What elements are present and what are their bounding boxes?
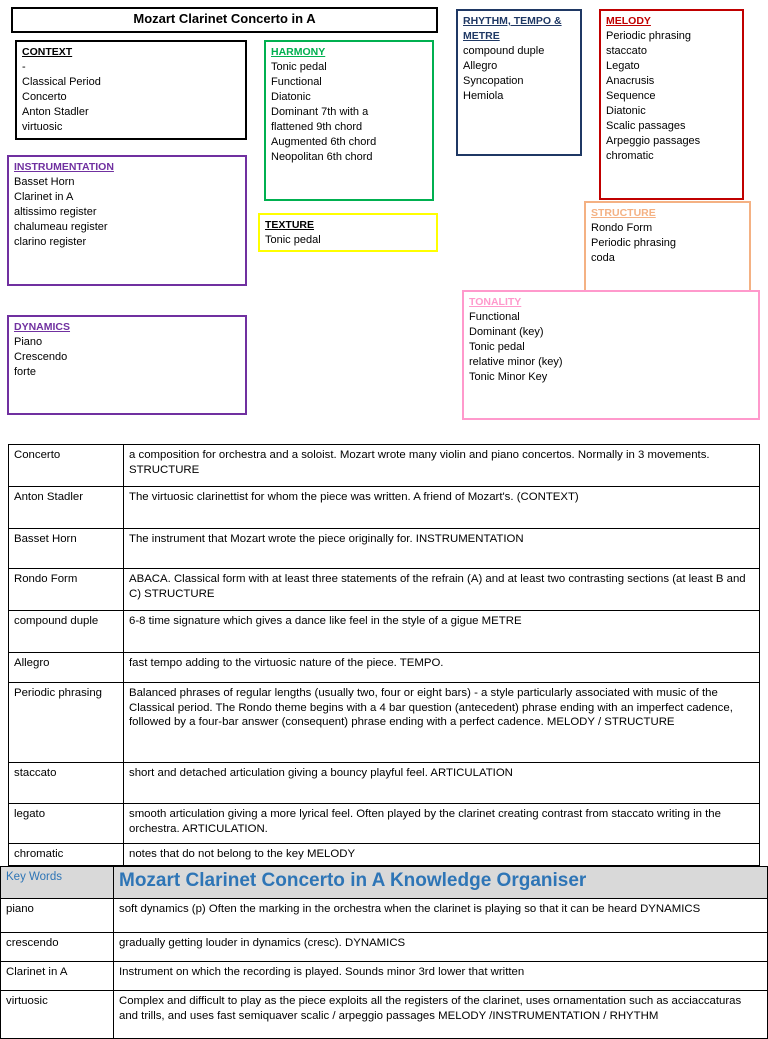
table-row — [9, 683, 760, 763]
list-item: Dominant (key) — [469, 326, 544, 338]
table-header-row — [1, 867, 768, 899]
term-cell: crescendo — [1, 933, 114, 962]
table-row — [9, 653, 760, 683]
list-item: Clarinet in A — [14, 191, 74, 203]
dynamics-box — [7, 315, 247, 415]
page-title: Mozart Clarinet Concerto in A — [11, 7, 438, 33]
term-cell: Periodic phrasing — [9, 683, 124, 763]
list-item: compound duple — [463, 45, 545, 57]
list-item: Basset Horn — [14, 176, 75, 188]
tonality-heading: TONALITY — [469, 296, 522, 308]
rhythm-box — [456, 9, 582, 156]
table-row — [9, 763, 760, 804]
table-row — [9, 445, 760, 487]
definition-cell: The instrument that Mozart wrote the piece originally for. INSTRUMENTATION — [124, 529, 760, 569]
definition-cell: smooth articulation giving a more lyrical feel. Often played by the clarinet creating contrast from staccato writing in the orchestra. ARTICULATION. — [124, 804, 760, 844]
list-item: Augmented 6th chord — [271, 136, 377, 148]
term-cell: Rondo Form — [9, 569, 124, 611]
rhythm-heading: RHYTHM, TEMPO & METRE — [463, 15, 562, 42]
term-cell: chromatic — [9, 844, 124, 866]
definition-cell: short and detached articulation giving a bouncy playful feel. ARTICULATION — [124, 763, 760, 804]
list-item: Classical Period — [22, 76, 101, 88]
definition-cell: gradually getting louder in dynamics (cresc). DYNAMICS — [114, 933, 768, 962]
term-cell: Allegro — [9, 653, 124, 683]
list-item: chromatic — [606, 150, 654, 162]
list-item: - — [22, 61, 26, 73]
list-item: relative minor (key) — [469, 356, 563, 368]
definition-cell: Instrument on which the recording is played. Sounds minor 3rd lower that written — [114, 962, 768, 991]
definition-cell: a composition for orchestra and a soloist. Mozart wrote many violin and piano concertos. Normally in 3 movements. STRUCTURE — [124, 445, 760, 487]
table-row — [9, 611, 760, 653]
list-item: altissimo register — [14, 206, 97, 218]
list-item: Diatonic — [271, 91, 311, 103]
list-item: Crescendo — [14, 351, 68, 363]
harmony-box — [264, 40, 434, 201]
table-row — [9, 487, 760, 529]
structure-box — [584, 201, 751, 300]
glossary-table — [8, 444, 760, 866]
list-item: Tonic Minor Key — [469, 371, 548, 383]
table-row — [9, 804, 760, 844]
list-item: forte — [14, 366, 37, 378]
term-cell: Basset Horn — [9, 529, 124, 569]
term-cell: Concerto — [9, 445, 124, 487]
list-item: flattened 9th chord — [271, 121, 363, 133]
term-cell: staccato — [9, 763, 124, 804]
list-item: Tonic pedal — [271, 61, 327, 73]
table-row — [9, 844, 760, 866]
table-row — [9, 569, 760, 611]
list-item: chalumeau register — [14, 221, 108, 233]
texture-box — [258, 213, 438, 252]
definition-cell: Complex and difficult to play as the piece exploits all the registers of the clarinet, uses ornamentation such as acciaccaturas and trills, and uses fast semiquaver scalic / arpeggio passages MELODY /INSTRUMENTATION / RHYTHM — [114, 991, 768, 1039]
list-item: Functional — [271, 76, 322, 88]
term-cell: compound duple — [9, 611, 124, 653]
list-item: virtuosic — [22, 121, 63, 133]
list-item: Arpeggio passages — [606, 135, 701, 147]
context-box — [15, 40, 247, 140]
organiser-title: Mozart Clarinet Concerto in A Knowledge Organiser — [114, 867, 768, 899]
list-item: Allegro — [463, 60, 498, 72]
list-item: Sequence — [606, 90, 656, 102]
definition-cell: ABACA. Classical form with at least three statements of the refrain (A) and at least two contrasting sections (at least B and C) STRUCTURE — [124, 569, 760, 611]
list-item: Tonic pedal — [469, 341, 525, 353]
definition-cell: The virtuosic clarinettist for whom the piece was written. A friend of Mozart's. (CONTEXT) — [124, 487, 760, 529]
texture-heading: TEXTURE — [265, 219, 315, 231]
term-cell: virtuosic — [1, 991, 114, 1039]
definition-cell: soft dynamics (p) Often the marking in the orchestra when the clarinet is playing so that it can be heard DYNAMICS — [114, 899, 768, 933]
definition-cell: fast tempo adding to the virtuosic nature of the piece. TEMPO. — [124, 653, 760, 683]
harmony-heading: HARMONY — [271, 46, 326, 58]
list-item: Concerto — [22, 91, 67, 103]
table-row — [1, 899, 768, 933]
list-item: staccato — [606, 45, 647, 57]
term-cell: Anton Stadler — [9, 487, 124, 529]
list-item: Neopolitan 6th chord — [271, 151, 373, 163]
key-words-table — [0, 866, 768, 1039]
term-cell: piano — [1, 899, 114, 933]
list-item: Periodic phrasing — [606, 30, 691, 42]
term-cell: legato — [9, 804, 124, 844]
instrumentation-box — [7, 155, 247, 286]
list-item: Anacrusis — [606, 75, 655, 87]
list-item: coda — [591, 252, 615, 264]
list-item: Piano — [14, 336, 43, 348]
context-heading: CONTEXT — [22, 46, 73, 58]
instrumentation-heading: INSTRUMENTATION — [14, 161, 114, 173]
structure-heading: STRUCTURE — [591, 207, 656, 219]
dynamics-heading: DYNAMICS — [14, 321, 71, 333]
melody-box — [599, 9, 744, 200]
table-row — [9, 529, 760, 569]
list-item: Diatonic — [606, 105, 646, 117]
tonality-box — [462, 290, 760, 420]
list-item: Syncopation — [463, 75, 524, 87]
list-item: Periodic phrasing — [591, 237, 676, 249]
list-item: Tonic pedal — [265, 234, 321, 246]
definition-cell: notes that do not belong to the key MELODY — [124, 844, 760, 866]
table-row — [1, 991, 768, 1039]
list-item: clarino register — [14, 236, 87, 248]
definition-cell: 6-8 time signature which gives a dance like feel in the style of a gigue METRE — [124, 611, 760, 653]
table-row — [1, 962, 768, 991]
list-item: Hemiola — [463, 90, 504, 102]
list-item: Functional — [469, 311, 520, 323]
list-item: Scalic passages — [606, 120, 686, 132]
list-item: Rondo Form — [591, 222, 653, 234]
table-row — [1, 933, 768, 962]
list-item: Anton Stadler — [22, 106, 89, 118]
definition-cell: Balanced phrases of regular lengths (usually two, four or eight bars) - a style particularly associated with music of the Classical period. The Rondo theme begins with a 4 bar question (antecedent) phrase ending with an imperfect cadence, followed by a four-bar answer (consequent) phrase ending with a perfect cadence. MELODY / STRUCTURE — [124, 683, 760, 763]
melody-heading: MELODY — [606, 15, 651, 27]
term-cell: Clarinet in A — [1, 962, 114, 991]
list-item: Dominant 7th with a — [271, 106, 369, 118]
list-item: Legato — [606, 60, 640, 72]
key-words-label: Key Words — [1, 867, 114, 899]
